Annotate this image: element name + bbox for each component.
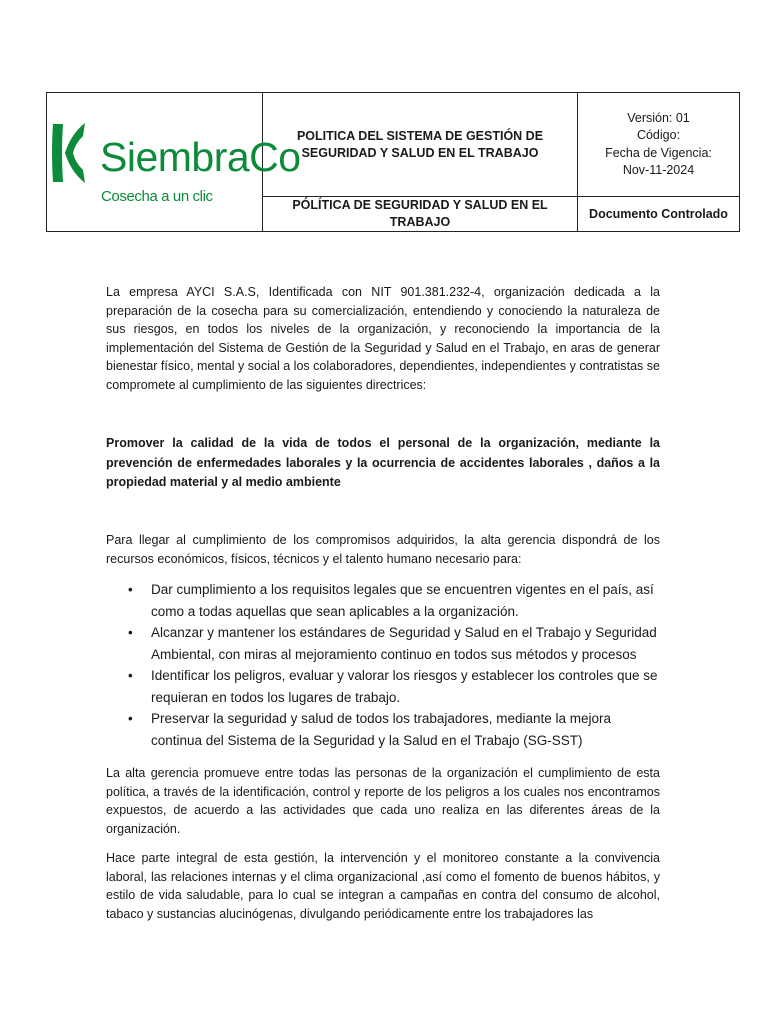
document-subtitle: PÓLÍTICA DE SEGURIDAD Y SALUD EN EL TRABAJO — [263, 197, 578, 232]
document-header-table — [46, 92, 740, 232]
intro-paragraph: La empresa AYCI S.A.S, Identificada con NIT 901.381.232-4, organización dedicada a la preparación de la cosecha para su comercialización, entendiendo y conociendo la naturaleza de sus riesgos, en todos los niveles de la organización, y reconociendo la importancia de la implementación del Sistema de Gestión de la Seguridad y Salud en el Trabajo, en aras de generar bienestar físico, mental y social a los colaboradores, dependientes, independientes y contratistas se compromete al cumplimiento de las siguientes directrices: — [106, 285, 660, 392]
list-item — [106, 579, 660, 622]
document-title: POLITICA DEL SISTEMA DE GESTIÓN DE SEGURIDAD Y SALUD EN EL TRABAJO — [263, 93, 578, 197]
logo-name: SiembraCo — [100, 134, 301, 180]
list-item-text: Dar cumplimiento a los requisitos legales que se encuentren vigentes en el país, así como a todas aquellas que sean aplicables a la organización. — [151, 582, 654, 619]
list-item-text: Identificar los peligros, evaluar y valorar los riesgos y establecer los controles que se requieran en todos los lugares de trabajo. — [151, 668, 658, 705]
validity-label: Fecha de Vigencia: — [605, 145, 712, 160]
version-info — [578, 93, 740, 197]
list-item — [106, 708, 660, 751]
code-label: Código: — [636, 128, 681, 142]
bullet-icon: • — [128, 711, 133, 726]
list-item-text: Alcanzar y mantener los estándares de Seguridad y Salud en el Trabajo y Seguridad Ambiental, con miras al mejoramiento continuo en todos sus métodos y procesos — [151, 625, 657, 662]
logo-tagline: Cosecha a un clic — [101, 188, 213, 205]
bullet-icon: • — [128, 582, 133, 597]
validity-date: Nov-11-2024 — [622, 163, 695, 177]
siembraco-logo — [47, 96, 301, 228]
integral-paragraph: Hace parte integral de esta gestión, la intervención y el monitoreo constante a la convivencia laboral, las relaciones internas y el clima organizacional ,así como el fomento de buenos hábitos, y estilo de vida saludable, para lo cual se integran a campañas en contra del consumo de alcohol, tabaco y sustancias alucinógenas, divulgando periódicamente entre los trabajadores las — [106, 851, 660, 921]
controlled-document-label: Documento Controlado — [578, 197, 740, 232]
list-item-text: Preservar la seguridad y salud de todos los trabajadores, mediante la mejora continua del Sistema de la Seguridad y la Salud en el Trabajo (SG-SST) — [151, 711, 612, 748]
logo-cell — [47, 93, 301, 232]
promotion-paragraph: La alta gerencia promueve entre todas las personas de la organización el cumplimiento de esta política, a través de la identificación, control y reporte de los peligros a los cuales nos encontramos expuestos, de acuerdo a las actividades que cada uno realiza en las diferentes áreas de la organización. — [106, 766, 660, 836]
commitments-list — [106, 579, 660, 751]
directive-paragraph: Promover la calidad de la vida de todos el personal de la organización, mediante la prevención de enfermedades laborales y la ocurrencia de accidentes laborales , daños a la propiedad material y al medio ambiente — [106, 436, 660, 489]
bullet-icon: • — [128, 668, 133, 683]
version-label: Versión: 01 — [627, 110, 690, 125]
logo-mark-icon — [49, 120, 89, 186]
bullet-icon: • — [128, 625, 133, 640]
list-item — [106, 622, 660, 665]
list-item — [106, 665, 660, 708]
resources-paragraph: Para llegar al cumplimiento de los compromisos adquiridos, la alta gerencia dispondrá de los recursos económicos, físicos, técnicos y el talento humano necesario para: — [106, 533, 660, 566]
